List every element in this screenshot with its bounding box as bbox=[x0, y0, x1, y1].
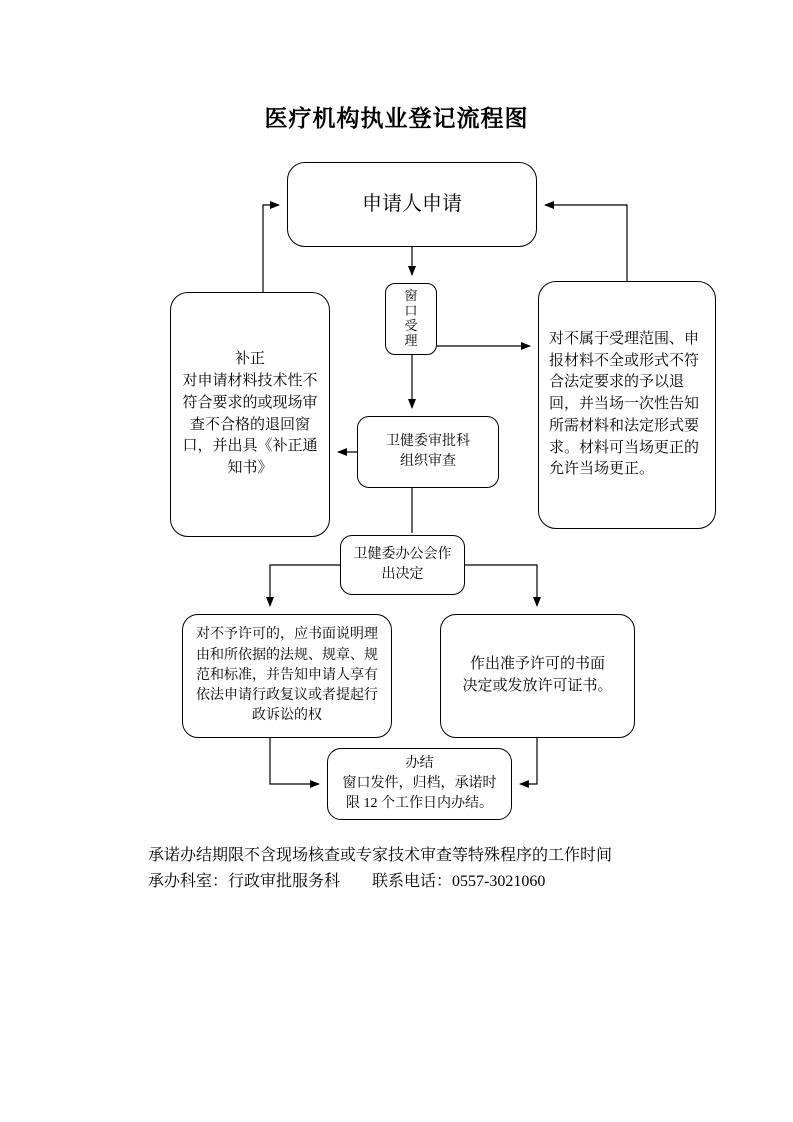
node-window-acceptance[interactable] bbox=[385, 283, 437, 355]
node-decision-line1: 卫健委办公会作 bbox=[353, 546, 452, 562]
link-decision-deny bbox=[270, 565, 340, 606]
node-applicant-application-label: 申请人申请 bbox=[362, 193, 462, 215]
link-approve-finish bbox=[520, 738, 537, 784]
footnote-line-2: 承办科室：行政审批服务科 联系电话：0557-3021060 bbox=[148, 873, 546, 891]
window-char-2: 口 bbox=[404, 303, 418, 319]
node-finish-line1: 窗口发件，归档，承诺时 bbox=[342, 775, 497, 791]
link-correct-apply bbox=[263, 205, 279, 292]
window-char-1: 窗 bbox=[404, 288, 418, 304]
node-supplement-text: 对申请材料技术性不符合要求的或现场审查不合格的退回窗口，并出具《补正通知书》 bbox=[182, 373, 318, 476]
node-review-line2: 组织审查 bbox=[400, 454, 456, 469]
node-approve-line1: 作出准予许可的书面 bbox=[469, 656, 605, 673]
node-rejection-notice[interactable] bbox=[538, 281, 716, 529]
node-health-commission-review[interactable] bbox=[357, 416, 499, 488]
node-completion[interactable] bbox=[327, 748, 512, 820]
node-decision-line2: 出决定 bbox=[381, 567, 424, 582]
node-approve-line2: 决定或发放许可证书。 bbox=[462, 678, 613, 694]
node-supplement-heading: 补正 bbox=[234, 351, 265, 368]
page-title: 医疗机构执业登记流程图 bbox=[264, 106, 529, 131]
node-window-acceptance-label bbox=[386, 287, 436, 351]
node-rejection-notice-text: 对不属于受理范围、申报材料不全或形式不符合法定要求的予以退回，并当场一次性告知所需材料和法定形式要求。材料可当场更正的允许当场更正。 bbox=[549, 330, 700, 478]
link-decision-approve bbox=[465, 565, 537, 606]
window-char-4: 理 bbox=[404, 332, 418, 348]
link-deny-finish bbox=[270, 738, 319, 784]
node-finish-heading: 办结 bbox=[405, 755, 434, 771]
node-review-line1: 卫健委审批科 bbox=[386, 433, 470, 449]
node-denial-explanation[interactable] bbox=[182, 614, 392, 738]
node-approval-issuance[interactable] bbox=[440, 614, 635, 738]
node-office-meeting-decision[interactable] bbox=[340, 535, 465, 595]
window-char-3: 受 bbox=[404, 318, 418, 333]
node-applicant-application[interactable] bbox=[287, 162, 537, 247]
footnote-line-1: 承诺办结期限不含现场核查或专家技术审查等特殊程序的工作时间 bbox=[148, 847, 613, 864]
node-supplement-correction[interactable] bbox=[170, 292, 330, 537]
node-denial-text: 对不予许可的，应书面说明理由和所依据的法规、规章、规范和标准，并告知申请人享有依法申请行政复议或者提起行政诉讼的权 bbox=[196, 627, 378, 724]
node-finish-line2: 限 12 个工作日内办结。 bbox=[346, 796, 493, 812]
link-reject-apply bbox=[545, 205, 627, 281]
footnotes bbox=[148, 843, 748, 896]
